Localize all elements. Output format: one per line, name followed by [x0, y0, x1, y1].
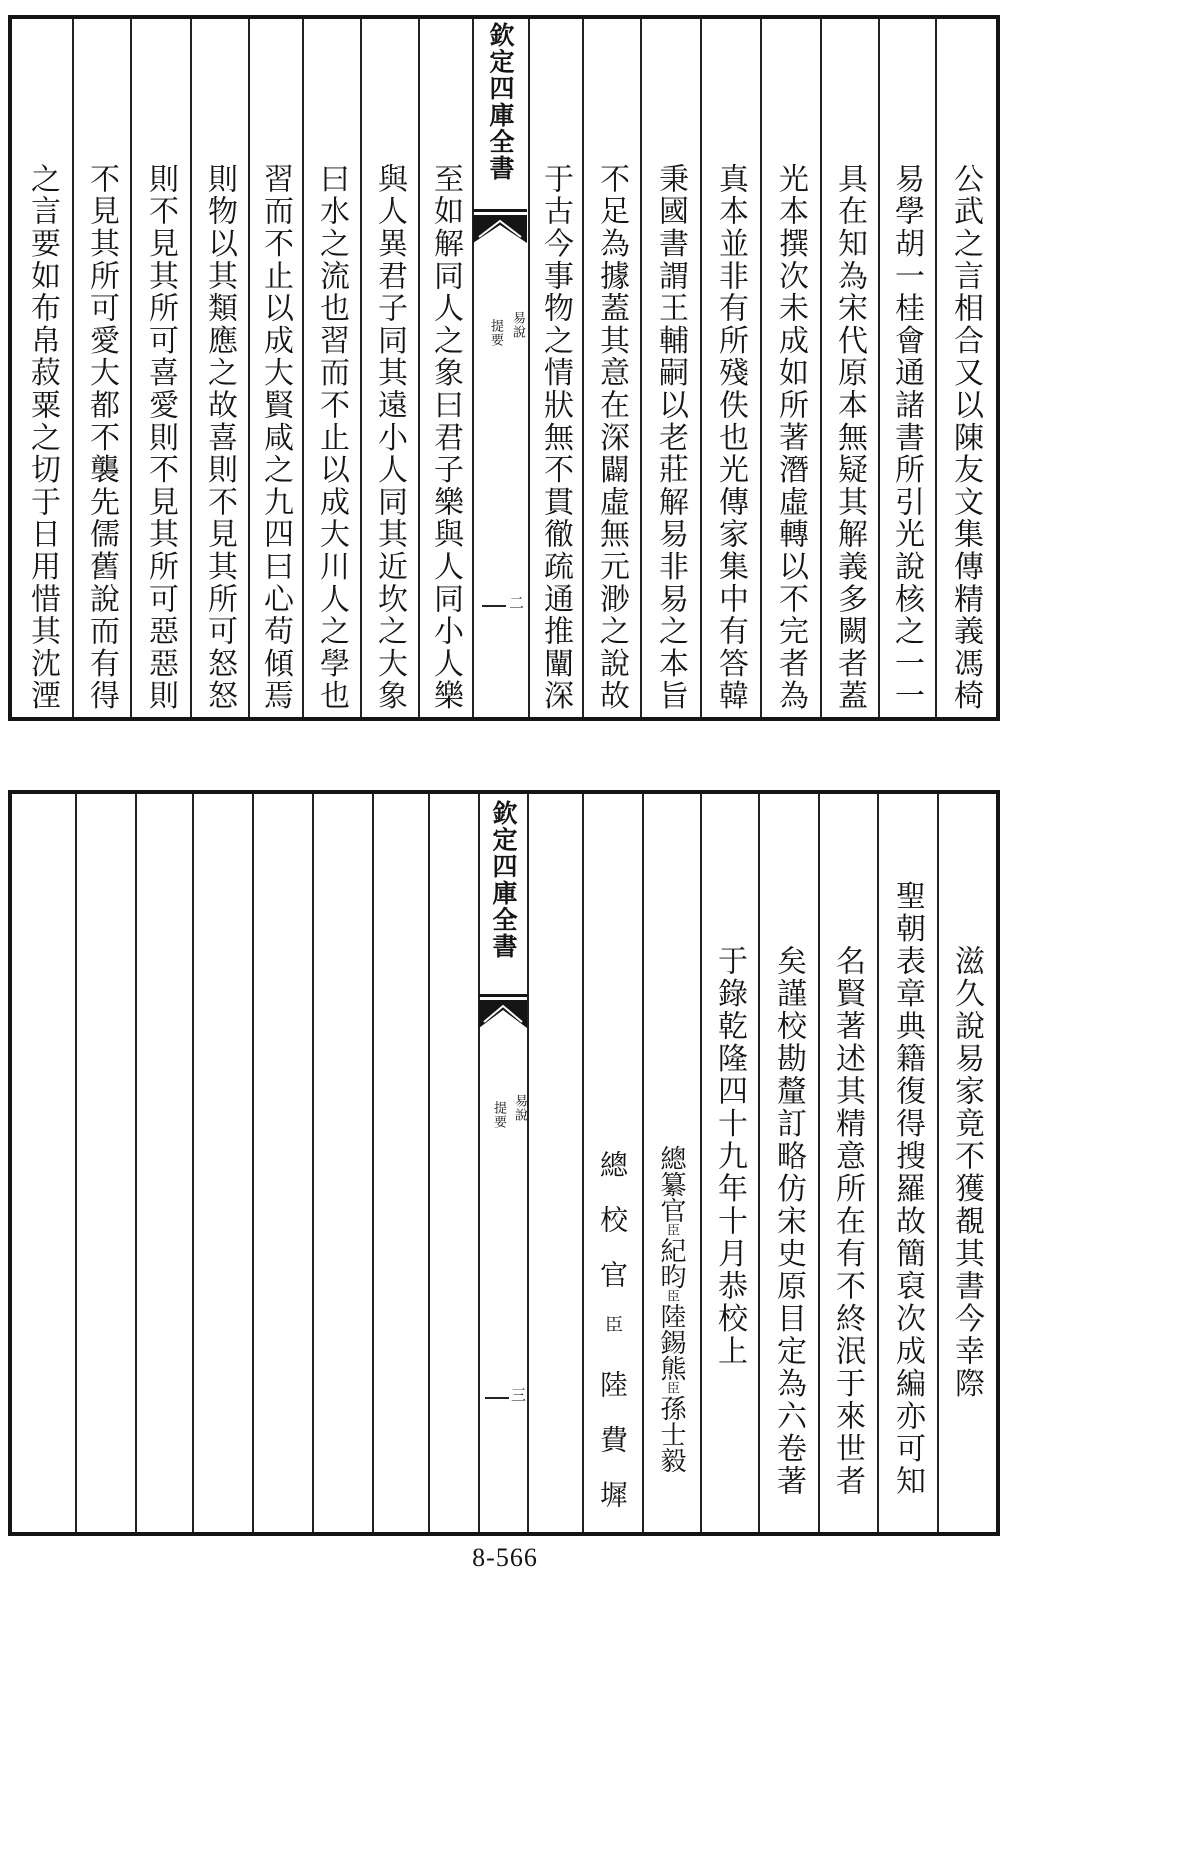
column-rule	[428, 794, 430, 1532]
text-column: 矣謹校勘釐訂略仿宋史原目定為六卷著	[771, 945, 806, 1498]
credit-title: 總校官	[596, 1150, 629, 1315]
text-column: 名賢著述其精意所在有不終泯于來世者	[830, 945, 865, 1498]
text-column: 之言要如布帛菽粟之切于日用惜其沈湮	[25, 163, 60, 713]
column-rule	[700, 794, 702, 1532]
book-name-label: 易說	[510, 311, 525, 339]
page-bottom	[8, 790, 1000, 1536]
text-column: 則不見其所可喜愛則不見其所可惡惡則	[143, 163, 178, 713]
text-column-elevated: 聖朝表章典籍復得搜羅故簡裒次成編亦可知	[890, 880, 925, 1498]
column-rule	[248, 19, 250, 717]
column-rule	[642, 794, 644, 1532]
text-column: 滋久說易家竟不獲覩其書今幸際	[949, 945, 984, 1400]
official-prefix: 臣	[664, 1223, 679, 1237]
text-column: 至如解同人之象曰君子樂與人同小人樂	[428, 163, 463, 713]
column-rule	[582, 794, 584, 1532]
fish-tail-mark	[479, 994, 527, 1032]
column-rule	[135, 794, 137, 1532]
fish-tail-mark	[473, 209, 527, 247]
column-rule	[252, 794, 254, 1532]
page-number: 二	[507, 595, 525, 610]
page-number-rule	[485, 1397, 509, 1399]
text-column: 光本撰次未成如所著潛虛轉以不完者為	[773, 163, 808, 713]
text-column: 秉國書謂王輔嗣以老莊解易非易之本旨	[653, 163, 688, 713]
column-rule	[75, 794, 77, 1532]
column-rule	[700, 19, 702, 717]
chief-compilers-credit	[657, 1145, 685, 1473]
column-rule	[302, 19, 304, 717]
compiler-name: 孫士毅	[656, 1395, 686, 1473]
column-rule	[190, 19, 192, 717]
column-rule	[478, 794, 480, 1532]
column-rule	[192, 794, 194, 1532]
official-prefix: 臣	[664, 1289, 679, 1303]
column-rule	[72, 19, 74, 717]
column-rule	[130, 19, 132, 717]
text-column: 于古今事物之情狀無不貫徹疏通推闡深	[538, 163, 573, 713]
official-prefix: 臣	[664, 1381, 679, 1395]
column-rule	[582, 19, 584, 717]
text-column: 真本並非有所殘佚也光傳家集中有答韓	[713, 163, 748, 713]
column-rule	[937, 794, 939, 1532]
column-rule	[758, 794, 760, 1532]
column-rule	[760, 19, 762, 717]
text-column: 不足為據蓋其意在深闢虛無元渺之說故	[594, 163, 629, 713]
column-rule	[820, 19, 822, 717]
text-column: 于錄乾隆四十九年十月恭校上	[712, 945, 747, 1368]
column-rule	[935, 19, 937, 717]
volume-page-label: 8-566	[472, 1543, 538, 1572]
column-rule	[527, 794, 529, 1532]
official-prefix: 臣	[602, 1315, 623, 1370]
text-column: 公武之言相合又以陳友文集傳精義馮椅	[948, 163, 983, 713]
text-column: 具在知為宋代原本無疑其解義多闕者蓋	[832, 163, 867, 713]
collator-name: 陸費墀	[596, 1370, 629, 1535]
text-column: 則物以其類應之故喜則不見其所可怒怒	[202, 163, 237, 713]
book-series-title: 欽定四庫全書	[489, 800, 518, 960]
page-number: 三	[509, 1387, 527, 1402]
column-rule	[528, 19, 530, 717]
text-column: 習而不止以成大賢咸之九四曰心苟傾焉	[258, 163, 293, 713]
compiler-name: 紀昀	[656, 1237, 686, 1289]
column-rule	[640, 19, 642, 717]
section-label: 提要	[491, 1101, 506, 1129]
column-rule	[878, 19, 880, 717]
book-series-title: 欽定四庫全書	[486, 22, 515, 182]
credit-title: 總纂官	[656, 1145, 686, 1223]
section-label: 提要	[488, 319, 503, 347]
column-rule	[418, 19, 420, 717]
text-column: 易學胡一桂會通諸書所引光說核之一一	[889, 163, 924, 713]
compiler-name: 陸錫熊	[656, 1303, 686, 1381]
page-number-rule	[482, 605, 506, 607]
column-rule	[360, 19, 362, 717]
column-rule	[818, 794, 820, 1532]
text-column: 不見其所可愛大都不襲先儒舊說而有得	[84, 163, 119, 713]
page-top	[8, 15, 1000, 721]
column-rule	[472, 19, 474, 717]
text-column: 曰水之流也習而不止以成大川人之學也	[314, 163, 349, 713]
column-rule	[312, 794, 314, 1532]
column-rule	[877, 794, 879, 1532]
text-column: 與人異君子同其遠小人同其近坎之大象	[372, 163, 407, 713]
chief-collator-credit	[596, 1150, 629, 1535]
column-rule	[372, 794, 374, 1532]
book-name-label: 易說	[512, 1094, 527, 1122]
